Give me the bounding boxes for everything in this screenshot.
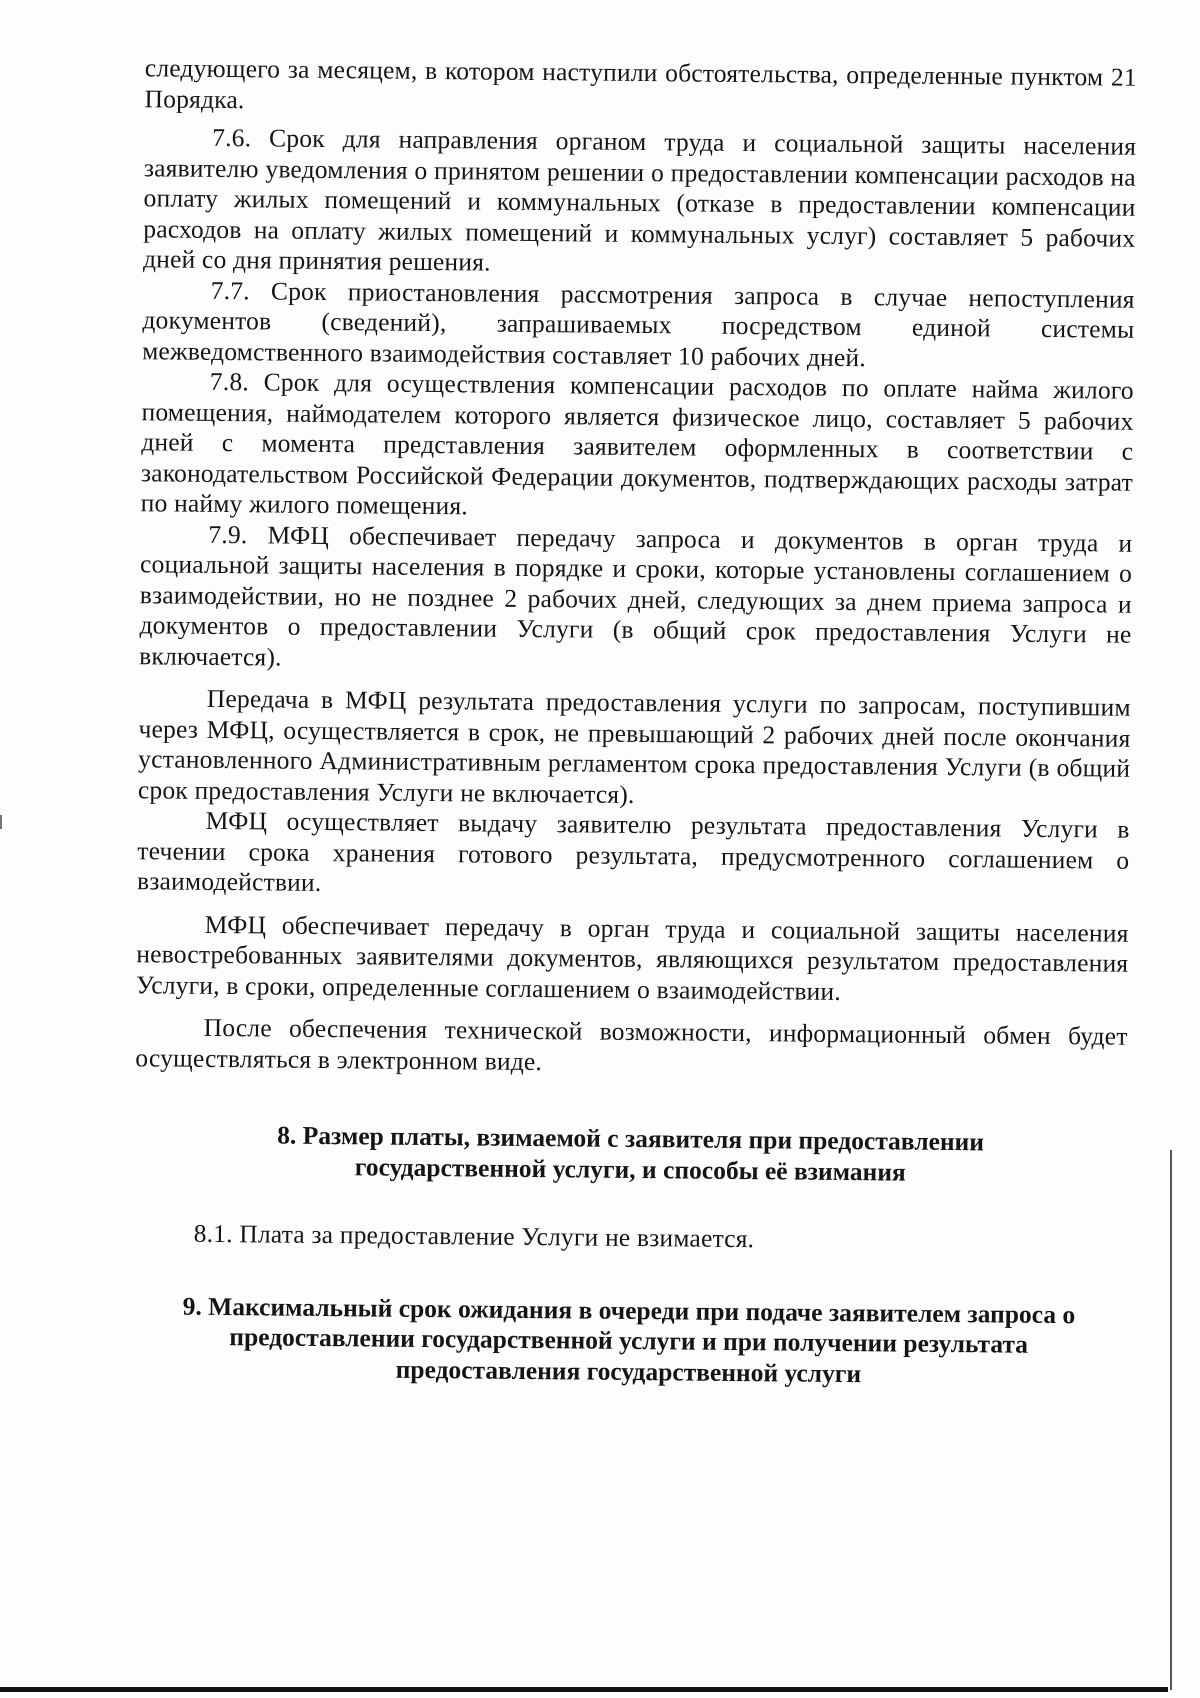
paragraph-7-6: 7.6. Срок для направления органом труда и социальной защиты населения заявителю уведомления о принятом решении о предоставлении компенсации расходов на оплату жилых помещений и коммунальных (отказе в предоставлении компенсации расходов на оплату жилых помещений и коммунальных услуг) составляет 5 рабочих дней со дня принятия решения. <box>142 122 1137 277</box>
paragraph-7-9: 7.9. МФЦ обеспечивает передачу запроса и документов в орган труда и социальной защиты населения в порядке и сроки, которые установлены соглашением о взаимодействии, но не позднее 2 рабочих дней, следующих за днем приема запроса и документов о предоставлении Услуги (в общий срок предоставления Услуги не включается). <box>139 519 1133 672</box>
paragraph-8-1: 8.1. Плата за предоставление Услуги не взимается. <box>193 1218 755 1254</box>
scan-right-edge <box>1170 1150 1172 1690</box>
scan-edge-mark <box>0 815 2 829</box>
document-body <box>132 53 1137 1391</box>
paragraph-electronic-exchange: После обеспечения технической возможности, информационный обмен будет осуществляться в электронном виде. <box>135 1012 1128 1076</box>
paragraph-mfc-unclaimed: МФЦ обеспечивает передачу в орган труда и социальной защиты населения невостребованных заявителями документов, являющихся результатом предоставления Услуги, в сроки, определенные соглашением о взаимодействии. <box>135 909 1129 1006</box>
paragraph-mfc-issue: МФЦ осуществляет выдачу заявителю результата предоставления Услуги в течении срока хранения готового результата, предусмотренного соглашением о взаимодействии. <box>136 805 1130 897</box>
paragraph-continuation: следующего за месяцем, в котором наступили обстоятельства, определенные пунктом 21 Порядка. <box>144 53 1137 114</box>
scan-bottom-edge <box>0 1687 1168 1692</box>
paragraph-7-7: 7.7. Срок приостановления рассмотрения запроса в случае непоступления документов (сведений), запрашиваемых посредством единой системы межведомственного взаимодействия составляет 10 рабочих дней. <box>142 275 1135 372</box>
section-9-heading: 9. Максимальный срок ожидания в очереди при подаче заявителем запроса о предоставлении государственной услуги и при получении результата предоставления государственной услуги <box>182 1291 1076 1388</box>
section-8-heading: 8. Размер платы, взимаемой с заявителя при предоставлении государственной услуги, и способы её взимания <box>277 1120 985 1187</box>
paragraph-mfc-transfer: Передача в МФЦ результата предоставления услуги по запросам, поступившим через МФЦ, осуществляется в срок, не превышающий 2 рабочих дней после окончания установленного Административным регламентом срока предоставления Услуги (в общий срок предоставления Услуги не включается). <box>137 683 1131 809</box>
paragraph-7-8: 7.8. Срок для осуществления компенсации расходов по оплате найма жилого помещения, наймодателем которого является физическое лицо, составляет 5 рабочих дней с момента представления заявителем оформленных в соответствии с законодательством Российской Федерации документов, подтверждающих расходы затрат по найму жилого помещения. <box>140 366 1134 521</box>
